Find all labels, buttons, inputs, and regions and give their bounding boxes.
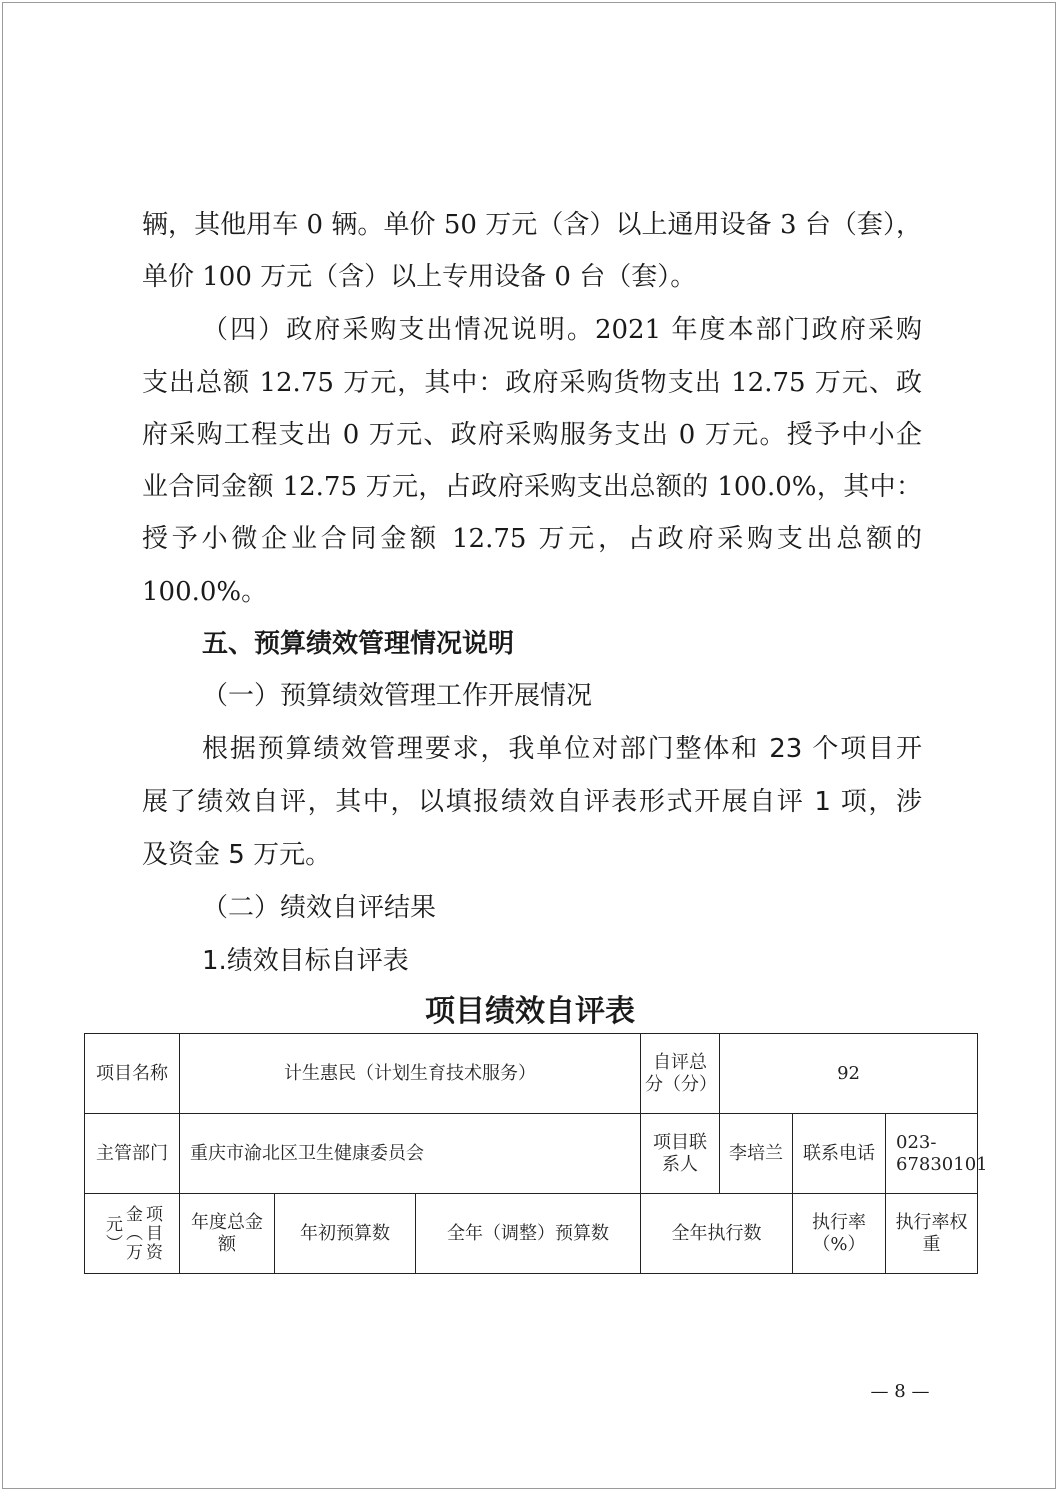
phone-value: 023-67830101 xyxy=(886,1114,978,1194)
paragraph-line: 100.0%。 xyxy=(142,577,268,607)
page-number: — 8 — xyxy=(870,1381,930,1402)
paragraph-line: 单价 100 万元（含）以上专用设备 0 台（套）。 xyxy=(142,262,697,292)
header-annual-executed: 全年执行数 xyxy=(641,1194,793,1274)
paragraph-line: 支出总额 12.75 万元，其中：政府采购货物支出 12.75 万元、政 xyxy=(142,368,922,398)
paragraph-line: 业合同金额 12.75 万元，占政府采购支出总额的 100.0%，其中： xyxy=(142,472,922,502)
paragraph-line: 辆，其他用车 0 辆。单价 50 万元（含）以上通用设备 3 台（套）， xyxy=(142,210,922,240)
paragraph-line: 授予小微企业合同金额 12.75 万元，占政府采购支出总额的 xyxy=(142,524,922,554)
header-rate-weight: 执行率权重 xyxy=(886,1194,978,1274)
contact-label: 项目联系人 xyxy=(641,1114,720,1194)
paragraph-line: 根据预算绩效管理要求，我单位对部门整体和 23 个项目开 xyxy=(202,734,922,764)
department-label: 主管部门 xyxy=(85,1114,180,1194)
section-heading: 五、预算绩效管理情况说明 xyxy=(202,629,515,659)
paragraph-line: （四）政府采购支出情况说明。2021 年度本部门政府采购 xyxy=(202,315,922,345)
department-value: 重庆市渝北区卫生健康委员会 xyxy=(180,1114,641,1194)
header-execution-rate: 执行率（%） xyxy=(793,1194,886,1274)
self-score-value: 92 xyxy=(720,1034,978,1114)
table-row xyxy=(85,1114,978,1194)
project-name-label: 项目名称 xyxy=(85,1034,180,1114)
performance-table xyxy=(84,1033,988,1274)
paragraph-line: 展了绩效自评，其中，以填报绩效自评表形式开展自评 1 项，涉 xyxy=(142,787,922,817)
project-funds-label-text: 项目资金（万元） xyxy=(102,1205,162,1262)
paragraph-line: 及资金 5 万元。 xyxy=(142,840,332,870)
table-row xyxy=(85,1194,978,1274)
subsection-heading: （一）预算绩效管理工作开展情况 xyxy=(202,681,593,711)
header-adjusted-budget: 全年（调整）预算数 xyxy=(416,1194,641,1274)
subsection-heading: （二）绩效自评结果 xyxy=(202,893,437,923)
header-initial-budget: 年初预算数 xyxy=(275,1194,416,1274)
project-funds-label xyxy=(85,1194,180,1274)
header-annual-total: 年度总金额 xyxy=(180,1194,275,1274)
project-name-value: 计生惠民（计划生育技术服务） xyxy=(180,1034,641,1114)
phone-label: 联系电话 xyxy=(793,1114,886,1194)
self-score-label: 自评总分（分） xyxy=(641,1034,720,1114)
list-item: 1.绩效目标自评表 xyxy=(202,946,409,976)
paragraph-line: 府采购工程支出 0 万元、政府采购服务支出 0 万元。授予中小企 xyxy=(142,420,922,450)
table-row xyxy=(85,1034,978,1114)
table-title: 项目绩效自评表 xyxy=(425,994,635,1029)
contact-value: 李培兰 xyxy=(720,1114,793,1194)
